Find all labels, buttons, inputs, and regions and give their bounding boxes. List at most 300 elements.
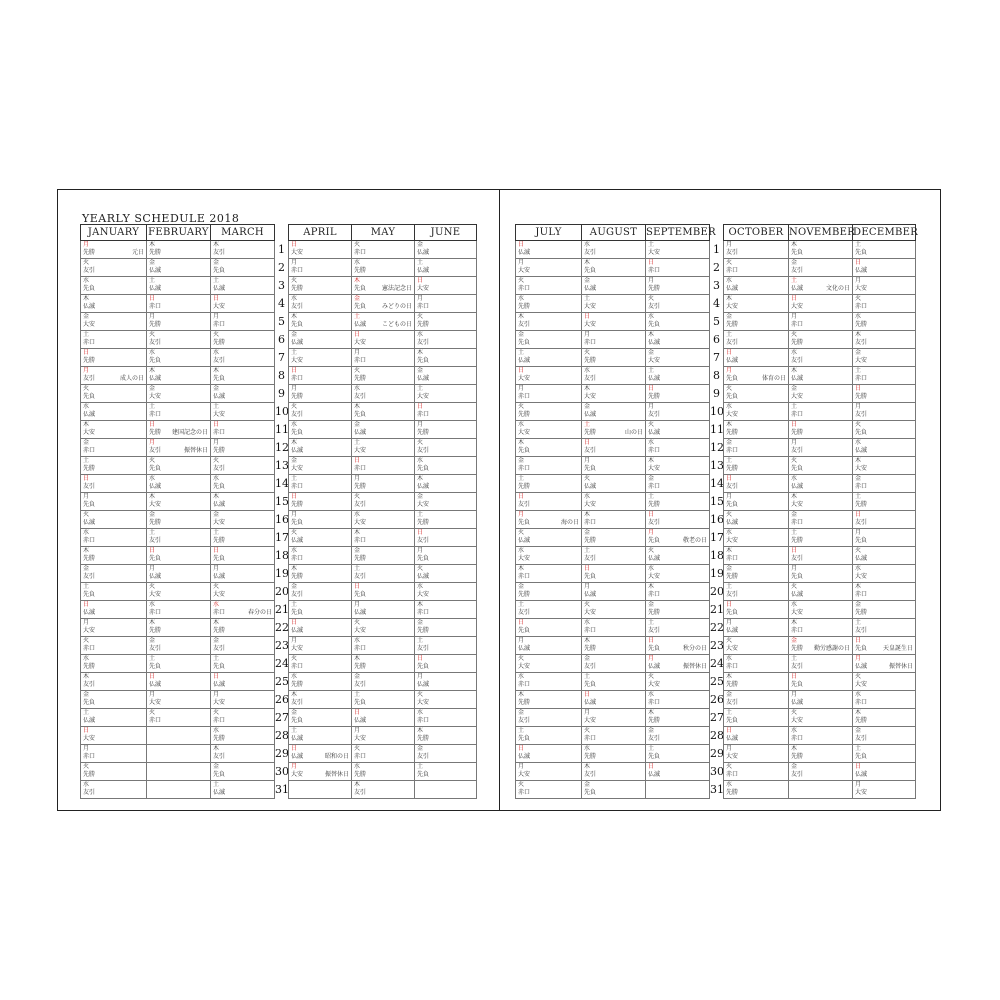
rokuyo-label: 大安 [726, 753, 739, 760]
rokuyo-label: 友引 [518, 717, 531, 724]
day-row [516, 655, 916, 673]
weekday-label: 木 [791, 493, 798, 500]
day-cell [724, 367, 789, 385]
rokuyo-label: 大安 [791, 717, 804, 724]
day-cell [289, 619, 352, 637]
day-cell [211, 367, 275, 385]
weekday-label: 金 [213, 259, 220, 266]
day-cell [724, 403, 789, 421]
day-row [81, 259, 477, 277]
weekday-label: 水 [354, 763, 361, 770]
rokuyo-label: 赤口 [291, 663, 304, 670]
day-cell [516, 277, 582, 295]
weekday-label: 木 [584, 385, 591, 392]
weekday-label: 火 [791, 331, 798, 338]
weekday-label: 木 [354, 655, 361, 662]
weekday-label: 金 [791, 763, 798, 770]
rokuyo-label: 仏滅 [291, 735, 304, 742]
weekday-label: 土 [726, 709, 733, 716]
day-cell [415, 619, 477, 637]
rokuyo-label: 赤口 [726, 555, 739, 562]
day-number: 2 [278, 261, 285, 274]
day-cell [582, 259, 646, 277]
day-cell [81, 565, 147, 583]
right-month-header-row [516, 225, 916, 241]
weekday-label: 金 [354, 673, 361, 680]
day-cell [724, 259, 789, 277]
rokuyo-label: 赤口 [791, 321, 804, 328]
weekday-label: 火 [518, 781, 525, 788]
day-cell [853, 673, 916, 691]
rokuyo-label: 仏滅 [584, 483, 597, 490]
day-number: 24 [275, 657, 289, 670]
rokuyo-label: 大安 [291, 357, 304, 364]
weekday-label: 土 [213, 277, 220, 284]
day-cell [352, 709, 415, 727]
rokuyo-label: 赤口 [648, 699, 661, 706]
rokuyo-label: 赤口 [648, 267, 661, 274]
weekday-label: 月 [855, 781, 862, 788]
day-cell [289, 709, 352, 727]
weekday-label: 水 [83, 655, 90, 662]
rokuyo-label: 仏滅 [213, 573, 226, 580]
weekday-label: 火 [584, 727, 591, 734]
day-cell [415, 331, 477, 349]
rokuyo-label: 先負 [584, 267, 597, 274]
rokuyo-label: 友引 [291, 411, 304, 418]
day-cell [352, 349, 415, 367]
holiday-label: 元日 [131, 249, 144, 256]
weekday-label: 土 [518, 727, 525, 734]
weekday-label: 木 [149, 367, 156, 374]
day-cell [516, 475, 582, 493]
day-cell [81, 457, 147, 475]
day-number: 28 [275, 729, 289, 742]
rokuyo-label: 仏滅 [354, 429, 367, 436]
holiday-label: 振替休日 [888, 663, 913, 670]
rokuyo-label: 先勝 [149, 519, 162, 526]
rokuyo-label: 友引 [291, 699, 304, 706]
day-cell [789, 691, 853, 709]
day-cell [211, 709, 275, 727]
rokuyo-label: 先勝 [83, 357, 96, 364]
rokuyo-label: 先負 [648, 753, 661, 760]
weekday-label: 日 [83, 349, 90, 356]
rokuyo-label: 赤口 [518, 465, 531, 472]
weekday-label: 火 [83, 637, 90, 644]
weekday-label: 土 [354, 565, 361, 572]
rokuyo-label: 仏滅 [648, 663, 661, 670]
weekday-label: 月 [354, 601, 361, 608]
day-cell [289, 673, 352, 691]
rokuyo-label: 友引 [354, 501, 367, 508]
weekday-label: 金 [149, 385, 156, 392]
day-cell [352, 331, 415, 349]
day-row [516, 601, 916, 619]
weekday-label: 金 [584, 529, 591, 536]
day-cell [352, 439, 415, 457]
weekday-label: 水 [354, 511, 361, 518]
rokuyo-label: 仏滅 [417, 375, 430, 382]
day-cell [289, 583, 352, 601]
day-cell [147, 439, 211, 457]
weekday-label: 金 [518, 583, 525, 590]
day-number: 7 [713, 351, 720, 364]
rokuyo-label: 先負 [354, 699, 367, 706]
day-cell [582, 583, 646, 601]
day-cell [415, 673, 477, 691]
weekday-label: 土 [417, 385, 424, 392]
day-cell [81, 601, 147, 619]
rokuyo-label: 赤口 [726, 267, 739, 274]
day-number: 8 [713, 369, 720, 382]
day-cell [147, 529, 211, 547]
weekday-label: 火 [855, 547, 862, 554]
day-cell [352, 637, 415, 655]
rokuyo-label: 先負 [149, 465, 162, 472]
weekday-label: 金 [291, 457, 298, 464]
day-number: 16 [275, 513, 289, 526]
rokuyo-label: 仏滅 [791, 591, 804, 598]
day-cell [789, 493, 853, 511]
rokuyo-label: 仏滅 [584, 285, 597, 292]
day-cell [289, 745, 352, 763]
rokuyo-label: 赤口 [518, 573, 531, 580]
rokuyo-label: 先負 [149, 555, 162, 562]
rokuyo-label: 赤口 [83, 447, 96, 454]
weekday-label: 日 [584, 691, 591, 698]
rokuyo-label: 先負 [83, 699, 96, 706]
weekday-label: 月 [83, 619, 90, 626]
rokuyo-label: 大安 [791, 501, 804, 508]
rokuyo-label: 先勝 [417, 429, 430, 436]
day-cell [147, 691, 211, 709]
weekday-label: 土 [648, 493, 655, 500]
day-number: 6 [713, 333, 720, 346]
weekday-label: 金 [518, 709, 525, 716]
weekday-label: 土 [83, 583, 90, 590]
day-cell [516, 385, 582, 403]
day-row [516, 673, 916, 691]
weekday-label: 金 [417, 241, 424, 248]
day-cell [516, 727, 582, 745]
rokuyo-label: 大安 [648, 573, 661, 580]
weekday-label: 土 [417, 763, 424, 770]
rokuyo-label: 先負 [291, 519, 304, 526]
day-number: 18 [710, 549, 724, 562]
rokuyo-label: 先勝 [83, 249, 96, 256]
day-cell [415, 529, 477, 547]
day-cell [516, 691, 582, 709]
weekday-label: 金 [855, 349, 862, 356]
rokuyo-label: 先勝 [354, 555, 367, 562]
day-cell [646, 313, 710, 331]
weekday-label: 土 [584, 673, 591, 680]
weekday-label: 金 [791, 385, 798, 392]
day-cell [147, 259, 211, 277]
month-header: MAY [352, 225, 415, 241]
weekday-label: 水 [291, 673, 298, 680]
weekday-label: 土 [149, 655, 156, 662]
day-number: 25 [710, 675, 724, 688]
weekday-label: 木 [648, 583, 655, 590]
rokuyo-label: 大安 [584, 609, 597, 616]
month-header: APRIL [289, 225, 352, 241]
rokuyo-label: 友引 [726, 483, 739, 490]
weekday-label: 金 [83, 691, 90, 698]
weekday-label: 水 [149, 475, 156, 482]
rokuyo-label: 先負 [149, 357, 162, 364]
day-cell [853, 313, 916, 331]
day-row [81, 403, 477, 421]
rokuyo-label: 仏滅 [791, 699, 804, 706]
rokuyo-label: 先勝 [83, 465, 96, 472]
rokuyo-label: 大安 [417, 393, 430, 400]
day-number: 22 [275, 621, 289, 634]
rokuyo-label: 先勝 [726, 789, 739, 796]
weekday-label: 金 [354, 547, 361, 554]
day-cell [415, 295, 477, 313]
weekday-label: 水 [83, 277, 90, 284]
day-cell [582, 385, 646, 403]
day-row [516, 709, 916, 727]
weekday-label: 水 [354, 259, 361, 266]
weekday-label: 水 [354, 385, 361, 392]
rokuyo-label: 先負 [855, 645, 868, 652]
rokuyo-label: 大安 [213, 303, 226, 310]
rokuyo-label: 友引 [648, 519, 661, 526]
rokuyo-label: 先負 [648, 321, 661, 328]
day-cell [81, 619, 147, 637]
day-row [81, 367, 477, 385]
weekday-label: 月 [584, 709, 591, 716]
rokuyo-label: 友引 [417, 753, 430, 760]
day-cell [789, 547, 853, 565]
weekday-label: 火 [354, 745, 361, 752]
rokuyo-label: 先勝 [855, 501, 868, 508]
rokuyo-label: 大安 [417, 699, 430, 706]
empty-day-cell [147, 727, 211, 745]
weekday-label: 水 [213, 349, 220, 356]
weekday-label: 日 [584, 313, 591, 320]
weekday-label: 火 [726, 259, 733, 266]
rokuyo-label: 先勝 [726, 465, 739, 472]
rokuyo-label: 仏滅 [726, 735, 739, 742]
weekday-label: 火 [149, 709, 156, 716]
weekday-label: 火 [417, 313, 424, 320]
day-cell [646, 349, 710, 367]
weekday-label: 水 [584, 619, 591, 626]
day-cell [415, 727, 477, 745]
day-cell [853, 331, 916, 349]
rokuyo-label: 先勝 [518, 411, 531, 418]
empty-day-cell [789, 781, 853, 799]
rokuyo-label: 友引 [149, 339, 162, 346]
rokuyo-label: 大安 [213, 411, 226, 418]
day-cell [147, 673, 211, 691]
day-cell [415, 637, 477, 655]
rokuyo-label: 先勝 [291, 501, 304, 508]
day-cell [415, 241, 477, 259]
day-cell [789, 583, 853, 601]
day-cell [724, 457, 789, 475]
rokuyo-label: 先勝 [791, 339, 804, 346]
rokuyo-label: 先勝 [354, 483, 367, 490]
rokuyo-label: 赤口 [417, 303, 430, 310]
weekday-label: 金 [417, 367, 424, 374]
weekday-label: 木 [518, 313, 525, 320]
weekday-label: 金 [726, 439, 733, 446]
weekday-label: 木 [518, 439, 525, 446]
weekday-label: 火 [213, 457, 220, 464]
rokuyo-label: 大安 [855, 357, 868, 364]
day-cell [646, 439, 710, 457]
rokuyo-label: 先負 [291, 717, 304, 724]
month-header: MARCH [211, 225, 275, 241]
rokuyo-label: 先負 [518, 447, 531, 454]
rokuyo-label: 先負 [213, 555, 226, 562]
rokuyo-label: 先勝 [83, 663, 96, 670]
weekday-label: 金 [213, 511, 220, 518]
rokuyo-label: 先負 [354, 411, 367, 418]
rokuyo-label: 先勝 [584, 429, 597, 436]
rokuyo-label: 先勝 [726, 681, 739, 688]
rokuyo-label: 先勝 [149, 321, 162, 328]
rokuyo-label: 大安 [417, 285, 430, 292]
day-cell [582, 709, 646, 727]
rokuyo-label: 赤口 [791, 519, 804, 526]
weekday-label: 水 [83, 403, 90, 410]
day-cell [352, 511, 415, 529]
day-cell [147, 565, 211, 583]
day-cell [582, 619, 646, 637]
weekday-label: 土 [149, 277, 156, 284]
weekday-label: 火 [149, 583, 156, 590]
day-row [81, 691, 477, 709]
weekday-label: 木 [855, 457, 862, 464]
day-number: 9 [278, 387, 285, 400]
day-cell [211, 493, 275, 511]
day-cell [415, 583, 477, 601]
day-cell [516, 241, 582, 259]
day-cell [211, 745, 275, 763]
day-cell [352, 727, 415, 745]
rokuyo-label: 友引 [83, 483, 96, 490]
rokuyo-label: 先勝 [518, 303, 531, 310]
rokuyo-label: 仏滅 [213, 681, 226, 688]
weekday-label: 水 [855, 313, 862, 320]
day-cell [211, 349, 275, 367]
weekday-label: 土 [584, 421, 591, 428]
empty-day-cell [147, 781, 211, 799]
day-cell [147, 457, 211, 475]
rokuyo-label: 先勝 [791, 537, 804, 544]
day-number: 3 [713, 279, 720, 292]
weekday-label: 月 [417, 673, 424, 680]
day-cell [352, 529, 415, 547]
weekday-label: 木 [417, 601, 424, 608]
day-row [516, 313, 916, 331]
rokuyo-label: 大安 [726, 411, 739, 418]
rokuyo-label: 大安 [855, 465, 868, 472]
rokuyo-label: 先負 [354, 285, 367, 292]
weekday-label: 木 [417, 727, 424, 734]
day-cell [81, 745, 147, 763]
weekday-label: 月 [83, 745, 90, 752]
weekday-label: 日 [291, 619, 298, 626]
day-cell [646, 691, 710, 709]
weekday-label: 月 [83, 241, 90, 248]
day-cell [352, 583, 415, 601]
day-number: 27 [710, 711, 724, 724]
rokuyo-label: 仏滅 [518, 753, 531, 760]
rokuyo-label: 赤口 [291, 375, 304, 382]
weekday-label: 金 [791, 259, 798, 266]
weekday-label: 火 [726, 637, 733, 644]
day-number: 14 [275, 477, 289, 490]
day-cell [81, 691, 147, 709]
rokuyo-label: 仏滅 [213, 789, 226, 796]
weekday-label: 火 [855, 295, 862, 302]
weekday-label: 木 [584, 637, 591, 644]
weekday-label: 火 [791, 457, 798, 464]
rokuyo-label: 友引 [213, 753, 226, 760]
day-number: 19 [275, 567, 289, 580]
day-number: 24 [710, 657, 724, 670]
weekday-label: 水 [791, 475, 798, 482]
weekday-label: 日 [417, 277, 424, 284]
rokuyo-label: 先勝 [213, 735, 226, 742]
rokuyo-label: 友引 [213, 249, 226, 256]
rokuyo-label: 赤口 [791, 411, 804, 418]
day-cell [211, 277, 275, 295]
weekday-label: 水 [584, 367, 591, 374]
weekday-label: 金 [726, 691, 733, 698]
day-number: 20 [275, 585, 289, 598]
weekday-label: 日 [726, 349, 733, 356]
weekday-label: 火 [518, 529, 525, 536]
rokuyo-label: 大安 [726, 303, 739, 310]
rokuyo-label: 仏滅 [354, 717, 367, 724]
holiday-label: 昭和の日 [324, 753, 349, 760]
day-cell [789, 241, 853, 259]
rokuyo-label: 仏滅 [726, 285, 739, 292]
rokuyo-label: 友引 [83, 681, 96, 688]
rokuyo-label: 仏滅 [518, 357, 531, 364]
day-cell [853, 565, 916, 583]
weekday-label: 水 [417, 583, 424, 590]
weekday-label: 水 [584, 493, 591, 500]
rokuyo-label: 先負 [855, 249, 868, 256]
day-cell [289, 457, 352, 475]
empty-day-cell [289, 781, 352, 799]
weekday-label: 火 [291, 277, 298, 284]
weekday-label: 火 [726, 763, 733, 770]
weekday-label: 日 [149, 295, 156, 302]
weekday-label: 木 [213, 241, 220, 248]
rokuyo-label: 大安 [791, 609, 804, 616]
weekday-label: 日 [417, 403, 424, 410]
weekday-label: 月 [791, 439, 798, 446]
rokuyo-label: 先勝 [417, 735, 430, 742]
day-cell [582, 493, 646, 511]
rokuyo-label: 仏滅 [354, 609, 367, 616]
weekday-label: 日 [213, 547, 220, 554]
rokuyo-label: 友引 [584, 771, 597, 778]
weekday-label: 日 [518, 241, 525, 248]
weekday-label: 木 [354, 403, 361, 410]
weekday-label: 木 [726, 421, 733, 428]
